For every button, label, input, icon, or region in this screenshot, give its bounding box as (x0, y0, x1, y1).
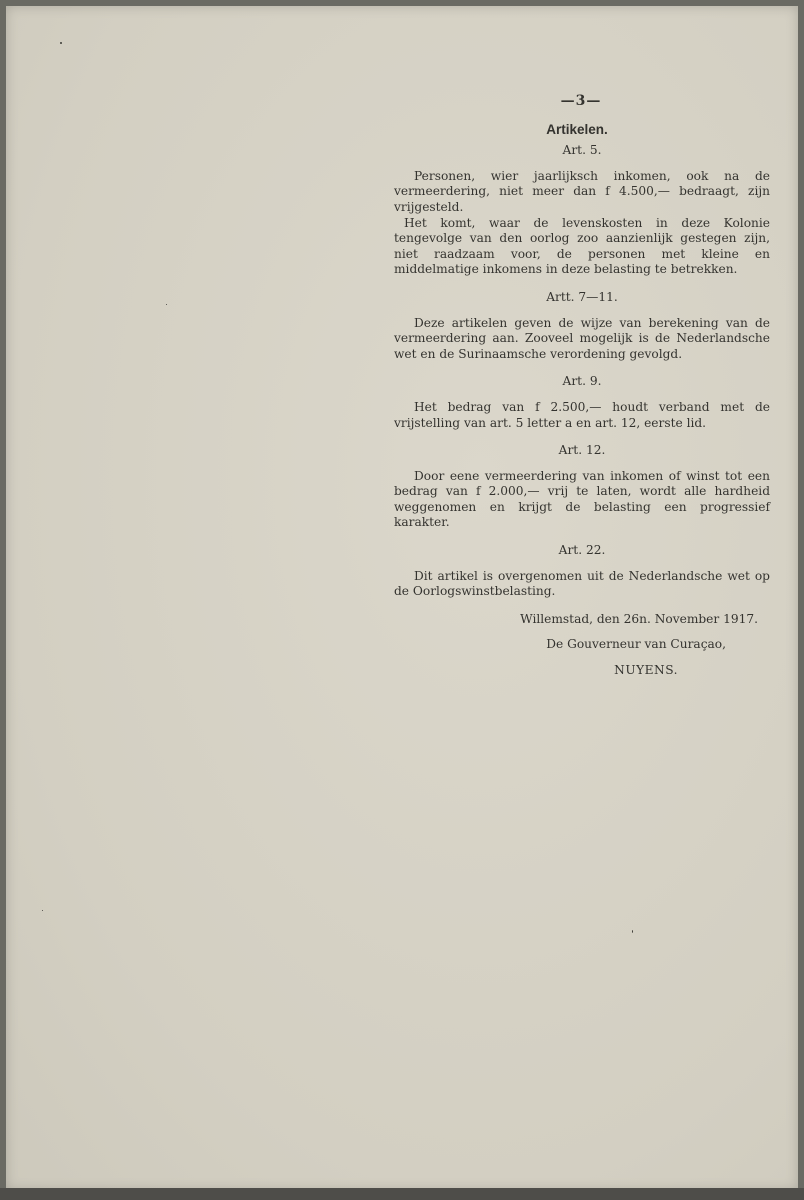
signature-place-date: Willemstad, den 26n. November 1917. (520, 611, 758, 626)
page-number: —3— (560, 93, 602, 109)
signature-name: NUYENS. (614, 663, 678, 678)
document-page (6, 6, 798, 1190)
article-paragraph: Deze artikelen geven de wijze van berekening van de vermeerdering aan. Zooveel mogelijk is de Nederlandsche wet en de Surinaamsche verordening gevolgd. (394, 315, 770, 361)
signature-title: De Gouverneur van Curaçao, (546, 637, 726, 652)
article-paragraph: Door eene vermeerdering van inkomen of winst tot een bedrag van f 2.000,— vrij te laten, wordt alle hardheid weggenomen en krijgt de belasting een progressief karakter. (394, 468, 770, 530)
article-paragraph: Dit artikel is overgenomen uit de Nederlandsche wet op de Oorlogswinstbelasting. (394, 568, 770, 599)
scan-bottom-edge (0, 1188, 804, 1200)
article-paragraph: Personen, wier jaarlijksch inkomen, ook na de vermeerdering, niet meer dan f 4.500,— bedraagt, zijn vrijgesteld. (394, 168, 770, 214)
article-heading: Art. 22. (558, 543, 606, 558)
article-heading: Art. 5. (562, 143, 602, 158)
article-heading: Art. 9. (562, 374, 602, 389)
article-heading: Artt. 7—11. (546, 289, 618, 304)
text-column (394, 94, 770, 679)
article-heading: Art. 12. (558, 443, 606, 458)
article-paragraph: Het komt, waar de levenskosten in deze Kolonie tengevolge van den oorlog zoo aanzienlijk gestegen zijn, niet raadzaam voor, de personen met kleine en middelmatige inkomens in deze belasting te betrekken. (394, 215, 770, 277)
article-paragraph: Het bedrag van f 2.500,— houdt verband met de vrijstelling van art. 5 letter a en art. 12, eerste lid. (394, 399, 770, 430)
section-title: Artikelen. (546, 121, 608, 137)
